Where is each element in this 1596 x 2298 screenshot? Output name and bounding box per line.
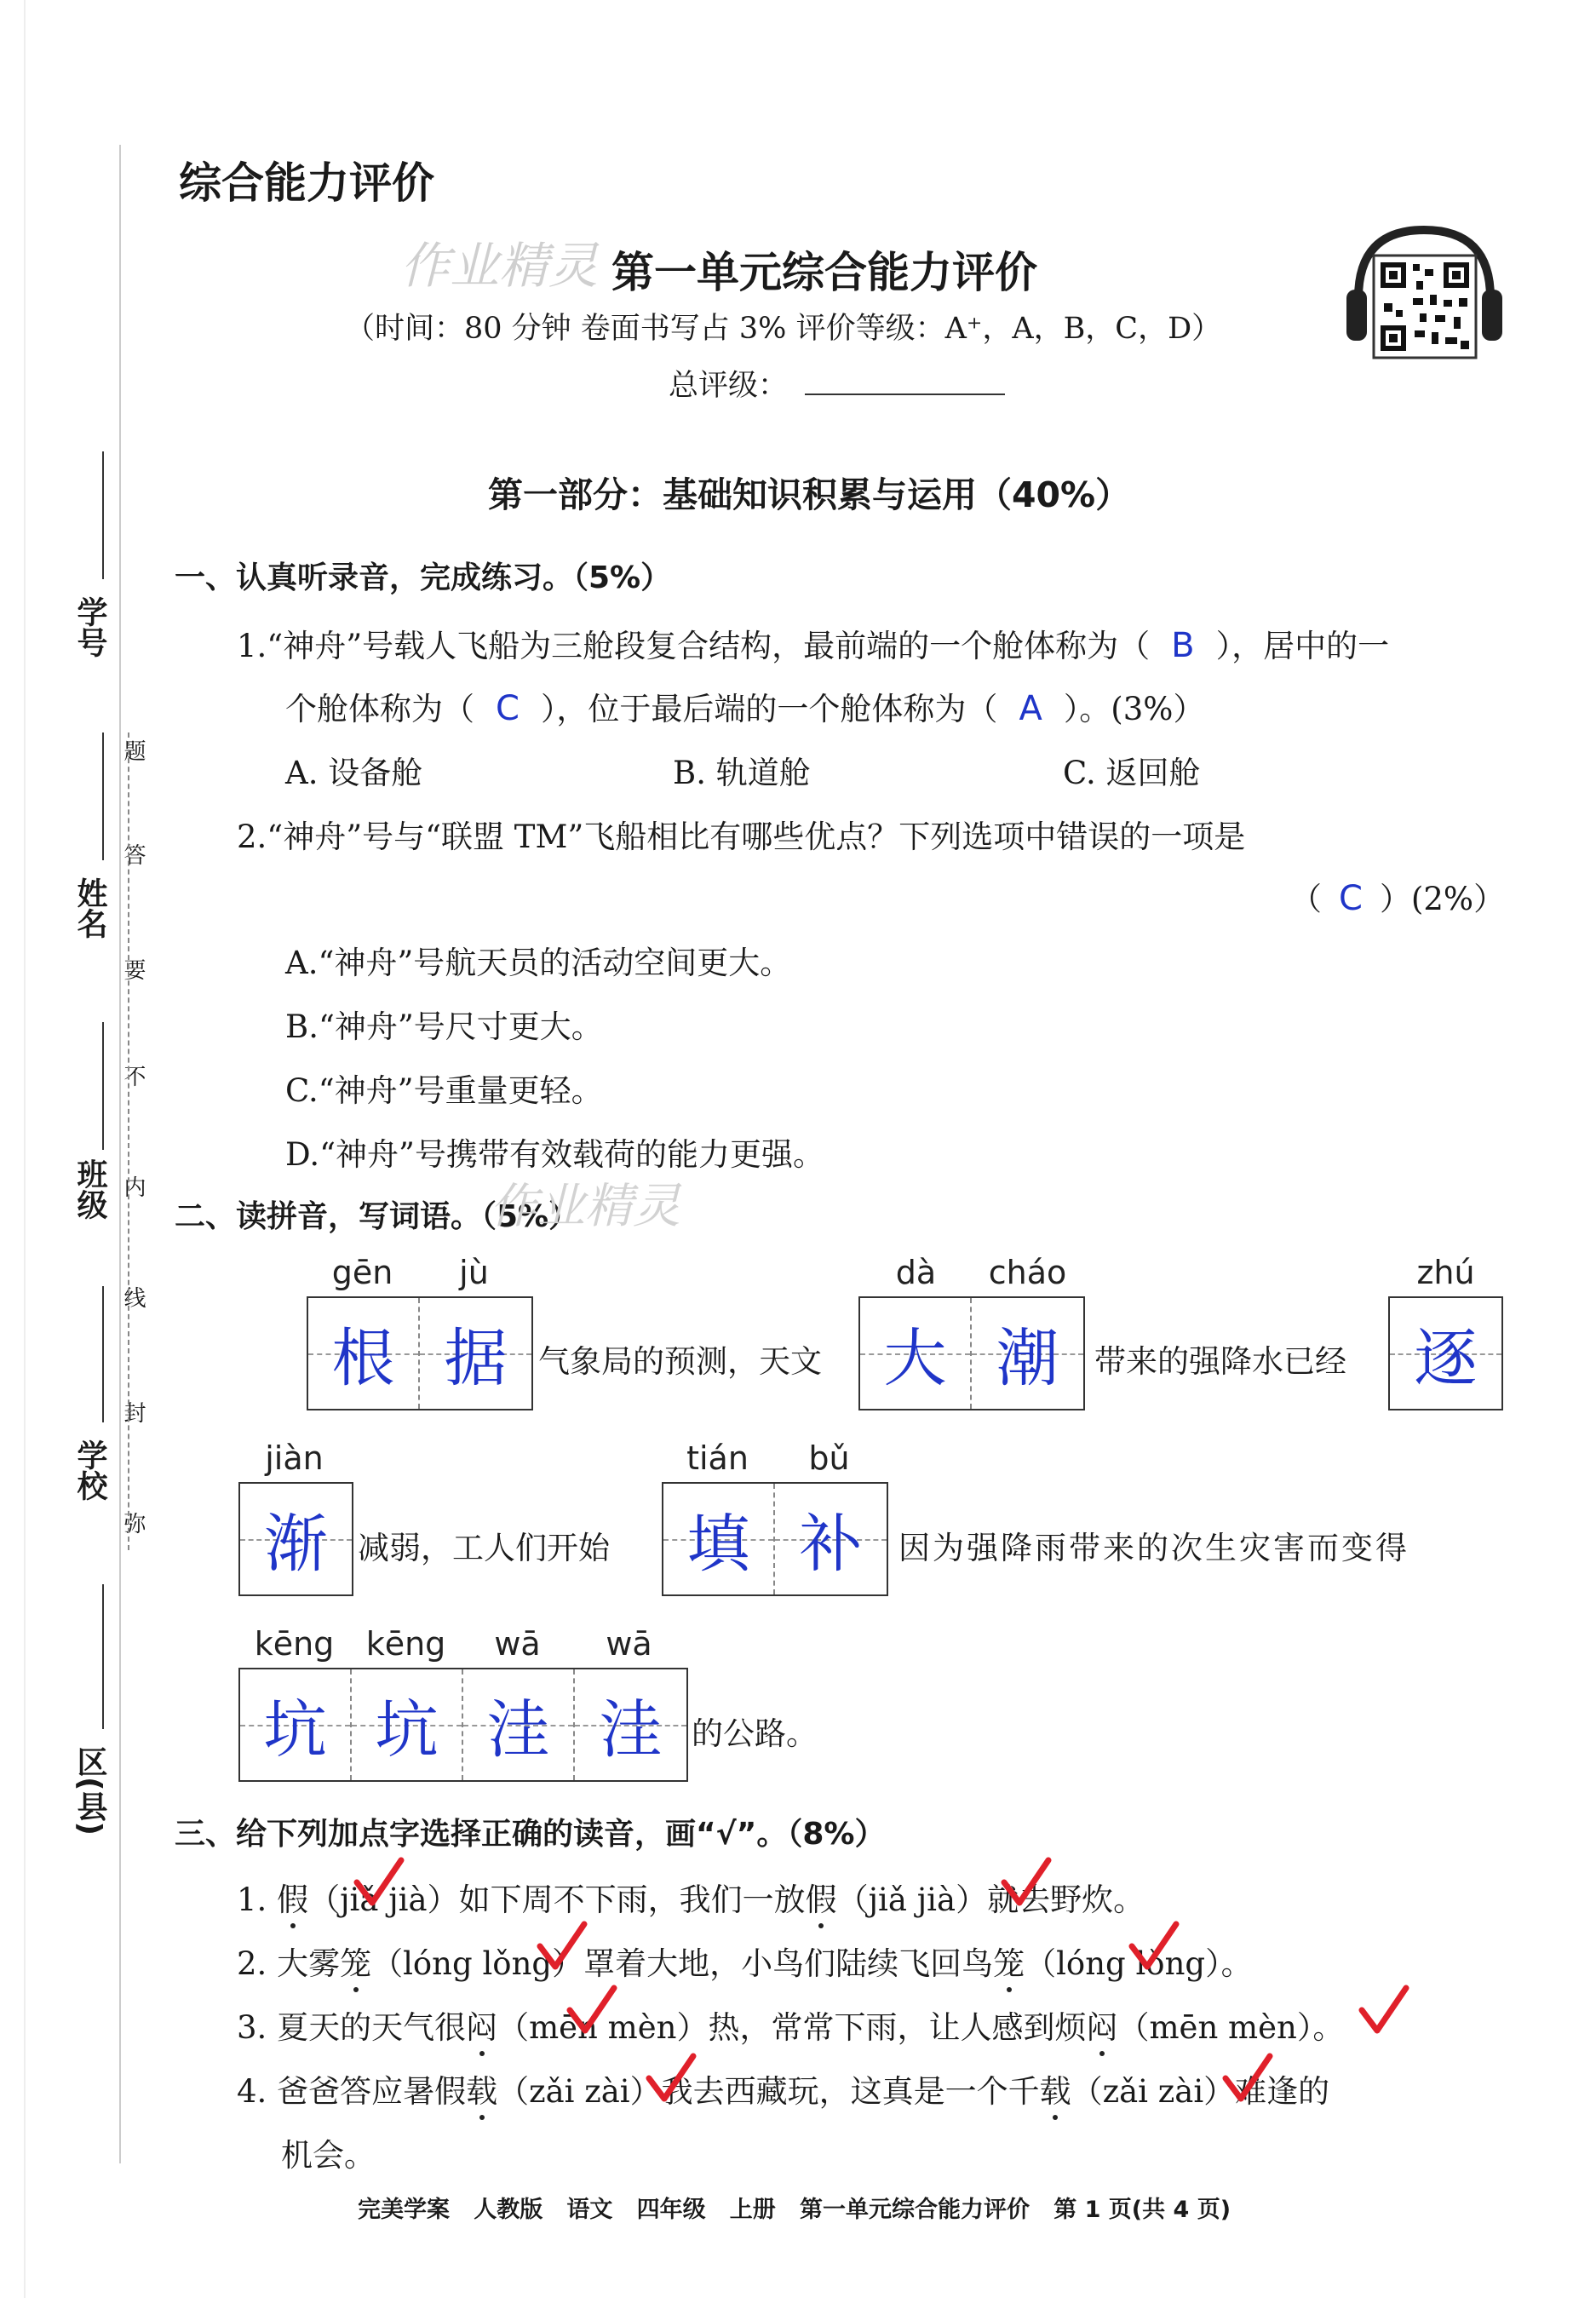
q1-item2-choice-d: D.“神舟”号携带有效载荷的能力更强。 (285, 1136, 824, 1173)
q1-item2-choice-c: C.“神舟”号重量更轻。 (285, 1072, 603, 1109)
q2-text: 带来的强降水已经 (1094, 1343, 1346, 1380)
dotted-char: 闷 (466, 2002, 497, 2048)
q1-item1-line2 (285, 683, 1204, 729)
char-cell[interactable] (663, 1484, 775, 1594)
pinyin: jù (459, 1254, 489, 1291)
section-title: 综合能力评价 (179, 158, 434, 208)
q2-text: 减弱，工人们开始 (358, 1530, 610, 1566)
pinyin: bǔ (808, 1439, 850, 1477)
paren: （ (1290, 881, 1322, 917)
pinyin: wā (606, 1625, 652, 1663)
seal-char: 不 (120, 1065, 146, 1087)
check-mark-icon[interactable] (537, 1921, 588, 1972)
dotted-char: 闷 (1086, 2002, 1117, 2048)
exam-meta: （时间：80 分钟 卷面书写占 3% 评价等级：A⁺，A，B，C，D） (345, 312, 1222, 346)
seal-char: 要 (120, 958, 146, 980)
check-mark-icon[interactable] (1001, 1857, 1052, 1908)
seal-char: 题 (120, 739, 146, 761)
q1-option-a: A. 设备舱 (285, 755, 423, 791)
q3-text: （mēn mèn）热，常常下雨，让人感到烦 (497, 2009, 1087, 2046)
left-rule (119, 145, 121, 2163)
q1-item2-choice-a: A.“神舟”号航天员的活动空间更大。 (285, 945, 792, 981)
char-cell[interactable] (860, 1298, 972, 1409)
char-cell[interactable] (352, 1669, 463, 1780)
page-edge (24, 0, 26, 2298)
char-cell[interactable] (1390, 1298, 1501, 1409)
q1-item1-text: 1.“神舟”号载人飞船为三舱段复合结构，最前端的一个舱体称为（ (237, 628, 1151, 664)
q3-line-4b: 机会。 (281, 2137, 376, 2174)
q1-item2-answer[interactable]: C (1339, 879, 1363, 918)
total-grade-label: 总评级： (669, 369, 789, 403)
char-cell[interactable] (240, 1484, 352, 1594)
pinyin: zhú (1416, 1254, 1475, 1291)
char-box[interactable] (1388, 1296, 1503, 1410)
q1-answer-b[interactable]: B (1171, 626, 1195, 665)
q1-item1-text: ），位于最后端的一个舱体称为（ (540, 691, 998, 727)
page-footer: 完美学案 人教版 语文 四年级 上册 第一单元综合能力评价 第 1 页(共 4 页) (358, 2197, 1231, 2223)
written-char: 洼 (486, 1693, 550, 1767)
q1-option-b: B. 轨道舱 (673, 755, 811, 791)
pinyin: kēng (365, 1625, 446, 1663)
pinyin: dà (895, 1254, 937, 1291)
part1-title: 第一部分：基础知识积累与运用（40%） (488, 474, 1131, 515)
dotted-char: 笼 (993, 1938, 1025, 1984)
q2-text: 因为强降雨带来的次生灾害而变得 (898, 1530, 1409, 1566)
q3-text: （zǎi zài）难逢的 (1071, 2073, 1330, 2110)
char-cell[interactable] (972, 1298, 1083, 1409)
page-title: 第一单元综合能力评价 (611, 248, 1037, 297)
q3-text: （zǎi zài）我去西藏玩，这真是一个千 (497, 2073, 1040, 2110)
pinyin: cháo (988, 1254, 1067, 1291)
watermark: 作业精灵 (490, 1179, 680, 1234)
q1-item1-text: ），居中的一 (1215, 628, 1390, 664)
check-mark-icon[interactable] (1222, 2053, 1273, 2104)
dotted-char: 载 (1040, 2065, 1071, 2111)
q3-text: （jiǎ jià）如下周不下雨，我们一放 (308, 1881, 806, 1918)
char-cell[interactable] (463, 1669, 575, 1780)
total-grade-blank[interactable] (805, 394, 1005, 395)
q1-heading: 一、认真听录音，完成练习。（5%） (175, 560, 672, 595)
dotted-char: 假 (806, 1874, 837, 1920)
dotted-char: 假 (277, 1874, 308, 1920)
q1-item1-line1 (237, 620, 1389, 666)
sidebar-label-name: 姓名 (72, 877, 107, 939)
seal-char: 线 (120, 1286, 146, 1308)
seal-char: 答 (120, 843, 146, 865)
q3-text: （mēn mèn）。 (1117, 2009, 1345, 2046)
q1-answer-c[interactable]: C (496, 689, 520, 728)
written-char: 坑 (375, 1693, 439, 1767)
written-char: 据 (444, 1322, 508, 1395)
q3-text: （lóng lǒng）。 (1025, 1945, 1253, 1982)
sidebar-label-school: 学校 (72, 1439, 107, 1501)
paren: ）(2%） (1379, 881, 1506, 917)
line (102, 451, 104, 579)
seal-char: 弥 (120, 1512, 146, 1534)
qr-code-icon[interactable] (1341, 221, 1507, 375)
pinyin: kēng (254, 1625, 335, 1663)
q3-line-4 (237, 2065, 1329, 2111)
char-box[interactable] (662, 1482, 888, 1596)
sidebar-label-district: 区(县) (72, 1746, 107, 1836)
seal-dashes (128, 732, 129, 1550)
char-box[interactable] (307, 1296, 533, 1410)
seal-char: 内 (120, 1175, 146, 1198)
check-mark-icon[interactable] (353, 1857, 405, 1908)
dotted-char: 笼 (340, 1938, 371, 1984)
q3-line-2 (237, 1938, 1253, 1984)
written-char: 坑 (263, 1693, 327, 1767)
check-mark-icon[interactable] (1128, 1921, 1180, 1972)
q3-text: （lóng lǒng）罩着大地，小鸟们陆续飞回鸟 (371, 1945, 994, 1982)
check-mark-icon[interactable] (566, 1985, 617, 2036)
line (102, 1022, 104, 1150)
written-char: 逐 (1414, 1322, 1478, 1395)
pinyin: wā (494, 1625, 541, 1663)
char-box[interactable] (238, 1668, 688, 1782)
pinyin: jiàn (265, 1439, 324, 1477)
seal-char: 封 (120, 1401, 146, 1423)
written-char: 潮 (996, 1322, 1059, 1395)
q3-text: 1. (237, 1881, 267, 1918)
sidebar-label-class: 班级 (72, 1158, 107, 1220)
line (102, 732, 104, 860)
q1-item1-text: ）。(3%） (1063, 691, 1205, 727)
written-char: 根 (331, 1322, 395, 1395)
q3-line-3 (237, 2002, 1344, 2048)
q3-heading: 三、给下列加点字选择正确的读音，画“√”。（8%） (175, 1817, 886, 1852)
q1-answer-a[interactable]: A (1019, 689, 1042, 728)
line (102, 1286, 104, 1422)
char-box[interactable] (238, 1482, 353, 1596)
written-char: 补 (799, 1508, 863, 1581)
q1-item1-text: 个舱体称为（ (285, 691, 474, 727)
written-char: 渐 (264, 1508, 328, 1581)
check-mark-icon[interactable] (1358, 1985, 1409, 2036)
q3-text: 2. 大雾 (237, 1945, 341, 1982)
char-cell[interactable] (420, 1298, 531, 1409)
char-cell[interactable] (240, 1669, 352, 1780)
line (102, 1584, 104, 1729)
q2-heading: 二、读拼音，写词语。（5%） (175, 1199, 580, 1234)
sidebar-label-student-no: 学号 (72, 596, 107, 658)
watermark: 作业精灵 (400, 237, 599, 295)
pinyin: gēn (331, 1254, 393, 1291)
written-char: 洼 (599, 1693, 663, 1767)
q1-option-c: C. 返回舱 (1063, 755, 1201, 791)
q2-text: 的公路。 (692, 1715, 818, 1752)
char-cell[interactable] (308, 1298, 420, 1409)
q3-text: （jiǎ jià）就去野炊。 (836, 1881, 1145, 1918)
dotted-char: 载 (466, 2065, 497, 2111)
q1-item2-question: 2.“神舟”号与“联盟 TM”飞船相比有哪些优点？下列选项中错误的一项是 (237, 819, 1246, 855)
pinyin: tián (686, 1439, 749, 1477)
q1-item2-choice-b: B.“神舟”号尺寸更大。 (285, 1008, 603, 1045)
written-char: 填 (686, 1508, 750, 1581)
char-box[interactable] (858, 1296, 1085, 1410)
char-cell[interactable] (575, 1669, 686, 1780)
q3-text: 4. 爸爸答应暑假 (237, 2073, 467, 2110)
q3-text: 3. 夏天的天气很 (237, 2009, 467, 2046)
char-cell[interactable] (775, 1484, 887, 1594)
q2-text: 气象局的预测，天文 (538, 1343, 822, 1380)
written-char: 大 (883, 1322, 947, 1395)
q1-item2-answer-line (1290, 873, 1505, 919)
check-mark-icon[interactable] (646, 2053, 697, 2104)
